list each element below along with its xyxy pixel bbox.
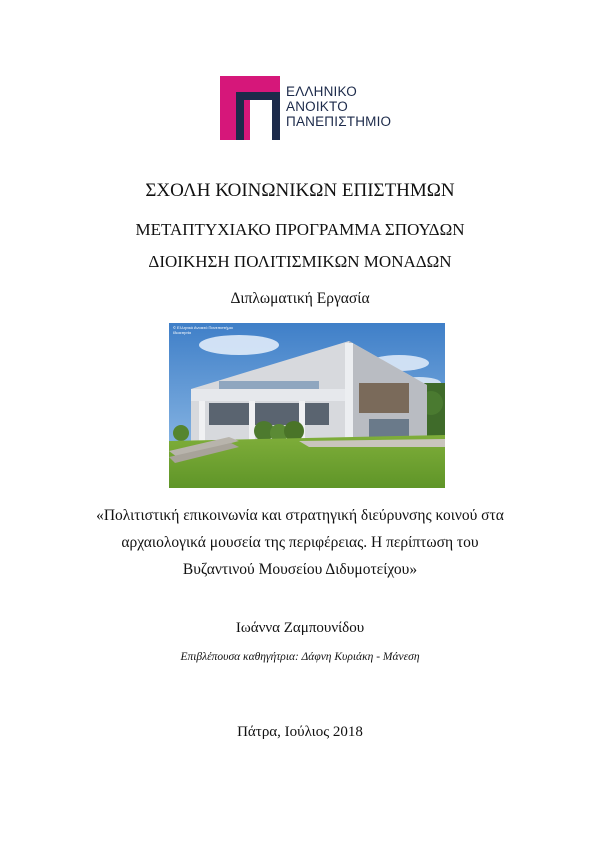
supervisor: Επιβλέπουσα καθηγήτρια: Δάφνη Κυριάκη - Μάνεση <box>180 651 420 663</box>
thesis-title <box>60 502 540 583</box>
document-type: Διπλωματική Εργασία <box>230 290 370 307</box>
thesis-title-line-1: «Πολιτιστική επικοινωνία και στρατηγική διεύρυνσης κοινού στα <box>96 507 504 524</box>
photo-caption-line-2: Ιδιοκτησία <box>173 330 191 335</box>
photo-caption-line-1: © Ελληνικό Ανοικτό Πανεπιστήμιο <box>173 325 233 330</box>
program-name: ΜΕΤΑΠΤΥΧΙΑΚΟ ΠΡΟΓΡΑΜΜΑ ΣΠΟΥΔΩΝ <box>135 220 465 239</box>
logo-line-3: ΠΑΝΕΠΙΣΤΗΜΙΟ <box>286 114 392 129</box>
logo-text <box>286 84 391 129</box>
author-name: Ιωάννα Ζαμπουνίδου <box>235 620 365 636</box>
program-subtitle: ΔΙΟΙΚΗΣΗ ΠΟΛΙΤΙΣΜΙΚΩΝ ΜΟΝΑΔΩΝ <box>148 252 452 271</box>
university-logo <box>220 72 400 140</box>
school-name: ΣΧΟΛΗ ΚΟΙΝΩΝΙΚΩΝ ΕΠΙΣΤΗΜΩΝ <box>145 180 455 201</box>
museum-building-photo <box>169 323 445 488</box>
logo-line-1: ΕΛΛΗΝΙΚΟ <box>286 84 357 99</box>
thesis-title-line-3: Βυζαντινού Μουσείου Διδυμοτείχου» <box>182 561 418 578</box>
place-date: Πάτρα, Ιούλιος 2018 <box>237 724 363 740</box>
thesis-title-line-2: αρχαιολογικά μουσεία της περιφέρειας. Η περίπτωση του <box>121 534 479 551</box>
photo-caption <box>173 325 233 335</box>
logo-line-2: ΑΝΟΙΚΤΟ <box>286 99 348 114</box>
building-illustration <box>169 323 445 488</box>
logo-mark-icon <box>220 72 280 140</box>
